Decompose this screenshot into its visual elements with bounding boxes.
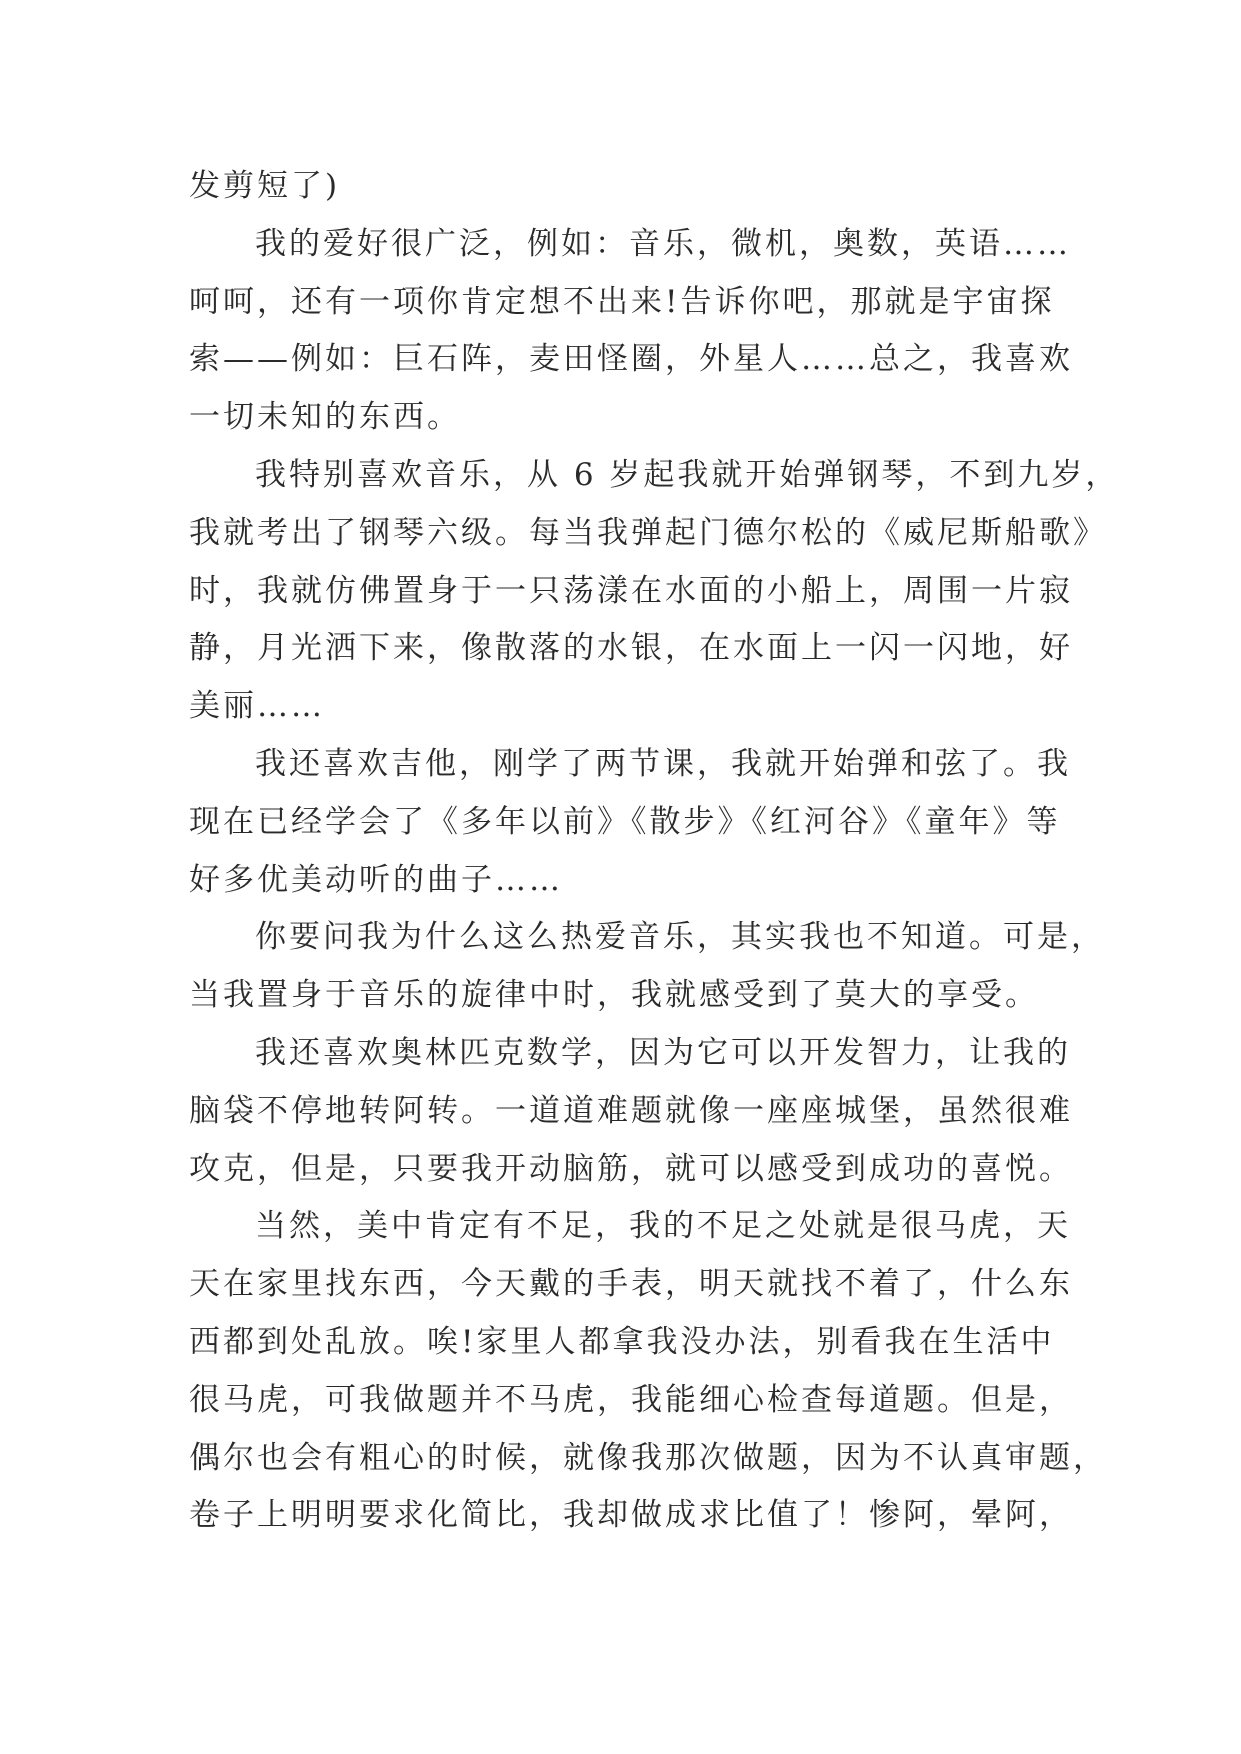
text-line: 我还喜欢奥林匹克数学，因为它可以开发智力，让我的 (255, 1034, 1071, 1071)
text-line: 索——例如：巨石阵，麦田怪圈，外星人……总之，我喜欢 (189, 341, 1073, 378)
text-line: 你要问我为什么这么热爱音乐，其实我也不知道。可是， (255, 919, 1105, 956)
text-line: 美丽…… (189, 688, 325, 725)
text-line: 呵呵，还有一项你肯定想不出来!告诉你吧，那就是宇宙探 (189, 283, 1055, 320)
text-line: 当我置身于音乐的旋律中时，我就感受到了莫大的享受。 (189, 977, 1039, 1014)
text-line: 一切未知的东西。 (189, 399, 461, 436)
text-line: 西都到处乱放。唉!家里人都拿我没办法，别看我在生活中 (189, 1323, 1055, 1360)
text-line: 攻克，但是，只要我开动脑筋，就可以感受到成功的喜悦。 (189, 1150, 1073, 1187)
text-line: 天在家里找东西，今天戴的手表，明天就找不着了，什么东 (189, 1266, 1073, 1303)
text-line: 现在已经学会了《多年以前》《散步》《红河谷》《童年》等 (189, 803, 1061, 840)
text-line: 很马虎，可我做题并不马虎，我能细心检查每道题。但是， (189, 1381, 1073, 1418)
text-line: 我特别喜欢音乐，从 6 岁起我就开始弹钢琴，不到九岁， (255, 456, 1120, 493)
text-line: 我的爱好很广泛，例如：音乐，微机，奥数，英语…… (255, 225, 1071, 262)
text-line: 偶尔也会有粗心的时候，就像我那次做题，因为不认真审题， (189, 1439, 1107, 1476)
text-line: 静，月光洒下来，像散落的水银，在水面上一闪一闪地，好 (189, 630, 1073, 667)
body-text (189, 158, 1120, 1545)
text-line: 脑袋不停地转阿转。一道道难题就像一座座城堡，虽然很难 (189, 1092, 1073, 1129)
text-line: 当然，美中肯定有不足，我的不足之处就是很马虎，天 (255, 1208, 1071, 1245)
text-line: 我就考出了钢琴六级。每当我弹起门德尔松的《威尼斯船歌》 (189, 514, 1107, 551)
text-line: 我还喜欢吉他，刚学了两节课，我就开始弹和弦了。我 (255, 745, 1071, 782)
text-line: 发剪短了) (189, 168, 341, 204)
text-line: 时，我就仿佛置身于一只荡漾在水面的小船上，周围一片寂 (189, 572, 1073, 609)
text-line: 好多优美动听的曲子…… (189, 861, 563, 898)
text-line: 卷子上明明要求化简比，我却做成求比值了！惨阿，晕阿， (189, 1497, 1073, 1534)
